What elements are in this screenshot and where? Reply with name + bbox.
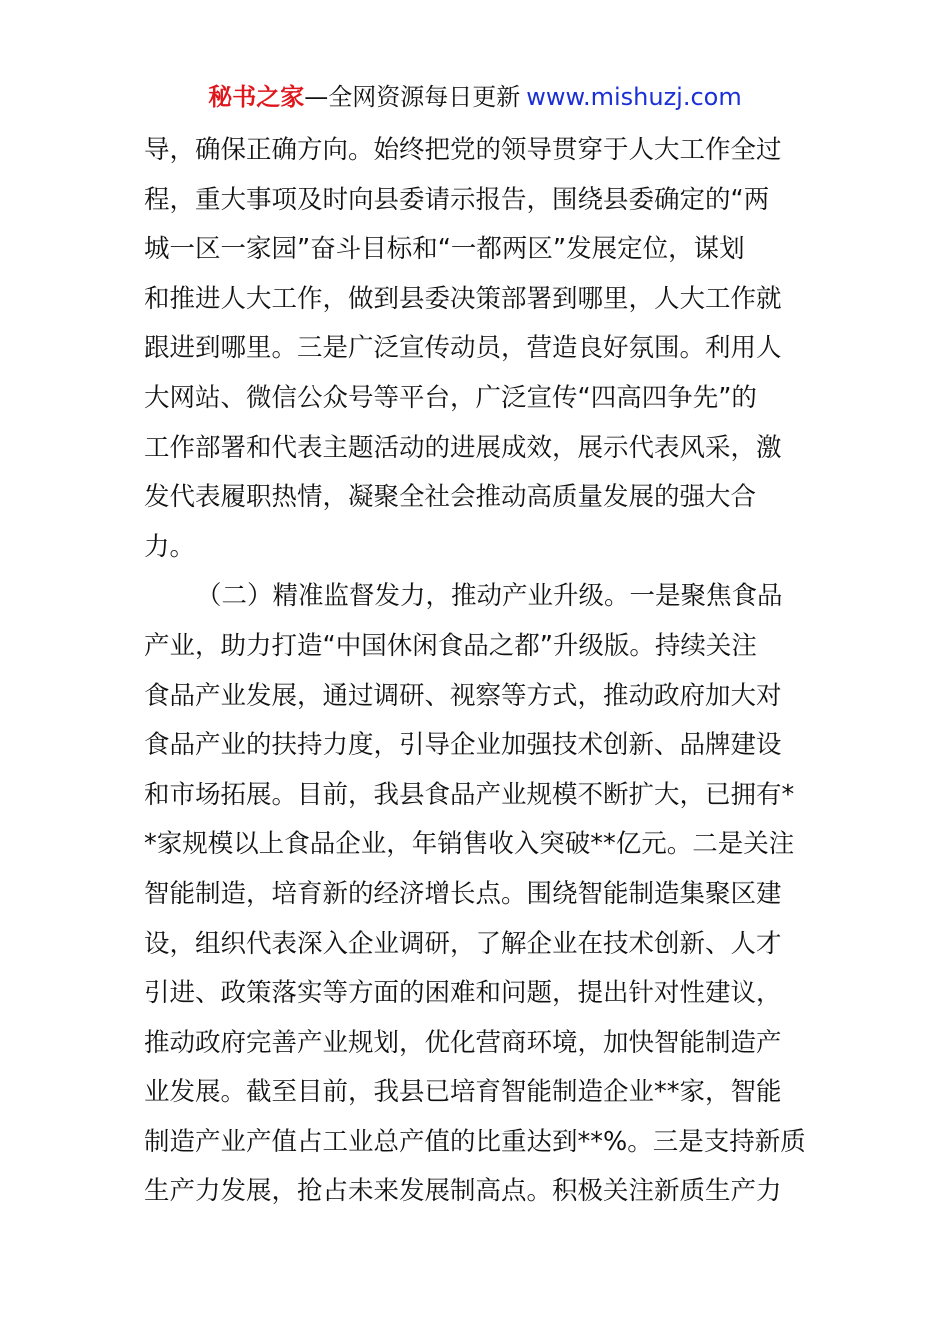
body-line: 和市场拓展。目前，我县食品产业规模不断扩大，已拥有* — [144, 779, 795, 810]
body-line: 导，确保正确方向。始终把党的领导贯穿于人大工作全过 — [144, 135, 782, 165]
body-line: 产业，助力打造“中国休闲食品之都”升级版。持续关注 — [144, 630, 757, 661]
body-line: 和推进人大工作，做到县委决策部署到哪里，人大工作就 — [144, 283, 782, 314]
body-line: 业发展。截至目前，我县已培育智能制造企业**家，智能 — [144, 1077, 782, 1108]
body-line: 食品产业发展，通过调研、视察等方式，推动政府加大对 — [144, 680, 782, 711]
body-line: 引进、政策落实等方面的困难和问题，提出针对性建议， — [144, 978, 782, 1009]
body-line: 力。 — [144, 531, 196, 562]
body-line: 发代表履职热情，凝聚全社会推动高质量发展的强大合 — [144, 482, 757, 513]
body-line: 设，组织代表深入企业调研，了解企业在技术创新、人才 — [144, 928, 782, 959]
site-url-link[interactable]: www.mishuzj.com — [526, 83, 742, 111]
brand-name: 秘书之家 — [208, 83, 305, 111]
body-line: 城一区一家园”奋斗目标和“一都两区”发展定位，谋划 — [144, 234, 745, 265]
document-body — [144, 126, 810, 1217]
body-line: 程，重大事项及时向县委请示报告，围绕县委确定的“两 — [144, 184, 770, 215]
body-line: 推动政府完善产业规划，优化营商环境，加快智能制造产 — [144, 1027, 782, 1058]
page-header — [0, 80, 950, 114]
section-heading-line: （二）精准监督发力，推动产业升级。一是聚焦食品 — [196, 581, 783, 612]
body-line: 工作部署和代表主题活动的进展成效，展示代表风采，激 — [144, 432, 782, 463]
body-line: 跟进到哪里。三是广泛宣传动员，营造良好氛围。利用人 — [144, 333, 782, 364]
body-line: 智能制造，培育新的经济增长点。围绕智能制造集聚区建 — [144, 878, 782, 909]
header-tagline: —全网资源每日更新 — [304, 83, 521, 111]
body-line: 生产力发展，抢占未来发展制高点。积极关注新质生产力 — [144, 1176, 782, 1207]
body-line: *家规模以上食品企业，年销售收入突破**亿元。二是关注 — [144, 829, 795, 860]
body-line: 制造产业产值占工业总产值的比重达到**%。三是支持新质 — [144, 1126, 806, 1157]
body-line: 大网站、微信公众号等平台，广泛宣传“四高四争先”的 — [144, 382, 757, 413]
body-line: 食品产业的扶持力度，引导企业加强技术创新、品牌建设 — [144, 730, 782, 761]
